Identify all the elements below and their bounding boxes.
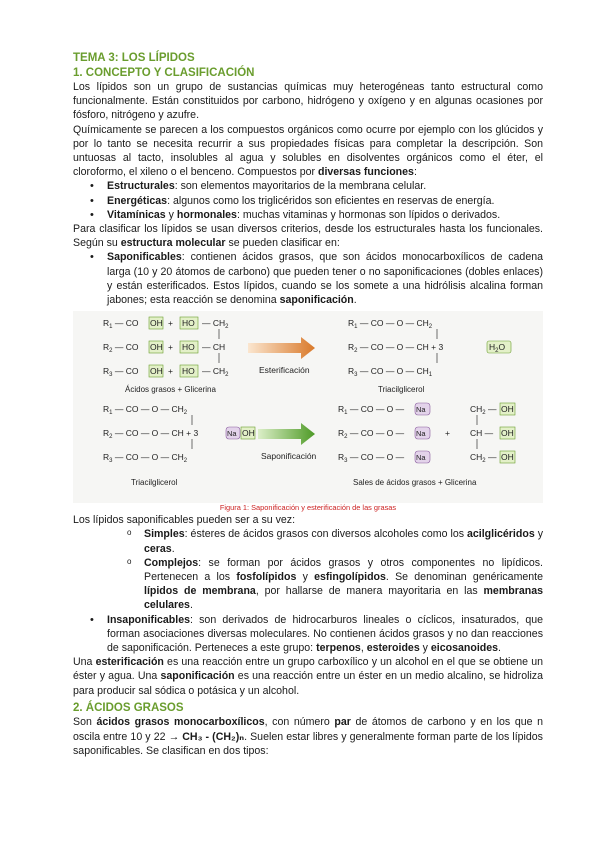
page-title: TEMA 3: LOS LÍPIDOS: [73, 52, 195, 64]
ester-text-2: es una reacción entre un grupo carboxílico y un alcohol en el que se obtiene un éster y agua. Una: [73, 656, 543, 683]
svg-text:R1 — CO — O — CH2: $R_1$ — CO — O — $CH_2$: [103, 404, 188, 417]
reaction-diagram: [73, 311, 543, 503]
complejos-bold-4: membranas celulares: [144, 585, 543, 612]
svg-text:— CH2: — $CH_2$: [202, 318, 229, 331]
ester-bold-2: saponificación: [160, 670, 235, 683]
function-mid: y: [165, 208, 177, 221]
section-heading-1: 1. CONCEPTO Y CLASIFICACIÓN: [73, 66, 255, 79]
intro-p2-end: :: [413, 166, 417, 179]
svg-text:OH: OH: [501, 404, 514, 415]
intro-paragraph-1: Los lípidos son un grupo de sustancias químicas muy heterogéneas tanto estructural como funcionalmente. Están constituidos por carbono, hidrógeno y oxígeno y en algunas ocasiones por fósforo, nitrógeno y azufre.: [73, 81, 543, 122]
classify-paragraph: [73, 222, 543, 250]
saponificables-term: Saponificables: [107, 251, 182, 264]
complejos-bold-2: esfingolípidos: [314, 571, 386, 584]
list-item: [127, 556, 543, 613]
svg-text:R3 — CO — O —: $R_3$ — CO — O —: [338, 452, 405, 465]
simples-mid: y: [534, 528, 543, 541]
label-esterificacion: Esterificación: [259, 365, 310, 376]
complejos-end: .: [189, 599, 193, 612]
svg-text:+: +: [445, 428, 450, 439]
svg-text:Na: Na: [416, 405, 426, 415]
insaponificables-mid-2: y: [419, 642, 431, 655]
svg-text:— CH: — CH: [202, 342, 226, 353]
insaponificables-end: .: [498, 642, 501, 655]
insaponificables-bold-1: terpenos: [316, 642, 361, 655]
ester-bold-1: esterificación: [95, 656, 164, 669]
insaponificables-bold-3: eicosanoides: [430, 642, 499, 655]
acidos-text-2: , con número: [264, 716, 335, 729]
section-heading-2: 2. ÁCIDOS GRASOS: [73, 701, 184, 714]
classification-list: [88, 250, 543, 307]
label-triacilglicerol-top: Triacilglicerol: [378, 385, 425, 395]
list-item: [88, 194, 543, 208]
complejos-mid-1: y: [296, 571, 315, 584]
esterificacion-paragraph: [73, 655, 543, 698]
svg-text:HO: HO: [182, 342, 195, 353]
function-text: : muchas vitaminas y hormonas son lípidos o derivados.: [236, 208, 501, 221]
functions-list: [88, 179, 543, 222]
acidos-paragraph: [73, 715, 543, 758]
svg-text:OH: OH: [501, 428, 514, 439]
svg-text:OH: OH: [242, 428, 255, 439]
svg-text:R3 — CO: $R_3$ — CO: [103, 366, 139, 379]
complejos-mid-3: , por hallarse de manera mayoritaria en las: [255, 585, 484, 598]
label-sales: Sales de ácidos grasos + Glicerina: [353, 478, 477, 488]
simples-end: .: [171, 542, 175, 555]
saponificables-end: .: [353, 294, 357, 307]
svg-text:Na: Na: [416, 429, 426, 439]
insaponificables-term: Insaponificables: [107, 613, 191, 626]
svg-text:R1 — CO — O — CH2: $R_1$ — CO — O — $CH_2$: [348, 318, 433, 331]
simples-bold-2: ceras: [144, 542, 172, 555]
simples-bold-1: acilglicéridos: [467, 528, 535, 541]
list-item: [88, 250, 543, 307]
list-item: [127, 527, 543, 555]
list-item: [88, 613, 543, 656]
intro-p2-bold: diversas funciones: [317, 166, 414, 179]
insaponificables-bold-2: esteroides: [366, 642, 420, 655]
function-term: Vitamínicas: [107, 208, 166, 221]
svg-text:H2O: $H_2O$: [489, 342, 506, 355]
acidos-bold-2: par: [334, 716, 351, 729]
svg-text:HO: HO: [182, 318, 195, 329]
insaponificables-text: : son derivados de hidrocarburos lineales o cíclicos, insaturados, que forman asociaciones diversas moleculares. No contienen ácidos grasos y no dan reacciones de saponificación. Perteneces a este grupo:: [107, 613, 543, 655]
svg-text:R2 — CO — O —: $R_2$ — CO — O —: [338, 428, 405, 441]
reaction-figure: [73, 311, 543, 503]
intro-paragraph-2: [73, 123, 543, 180]
svg-text:HO: HO: [182, 366, 195, 377]
function-term: Energéticas: [107, 194, 168, 207]
svg-text:OH: OH: [150, 342, 163, 353]
function-text: : son elementos mayoritarios de la membrana celular.: [174, 180, 427, 193]
complejos-term: Complejos: [144, 556, 199, 569]
svg-text:R3 — CO — O — CH2: $R_3$ — CO — O — $CH_2$: [103, 452, 188, 465]
complejos-bold-3: lípidos de membrana: [144, 585, 256, 598]
svg-text:CH2 —: $CH_2$ —: [470, 404, 497, 417]
function-term-2: hormonales: [176, 208, 237, 221]
function-term: Estructurales: [107, 180, 175, 193]
classify-text: Para clasificar los lípidos se usan diversos criterios, desde los estructurales hasta los funcionales. Según su: [73, 223, 543, 250]
saponificables-text: : contienen ácidos grasos, que son ácidos monocarboxílicos de cadena larga (10 y 20 átomos de carbono) que pueden tener o no saponificaciones (dobles enlaces) y están esterificados. Estos lípidos, cuando se los somete a una hidrólisis alcalina forman jabones; esta reacción se denomina: [107, 251, 543, 307]
ester-text-1: Una: [73, 656, 96, 669]
complejos-bold-1: fosfolípidos: [236, 571, 297, 584]
figure-caption: Figura 1: Saponificación y esterificación de las grasas: [219, 503, 397, 513]
svg-text:— CH2: — $CH_2$: [202, 366, 229, 379]
saponificables-types-intro: Los lípidos saponificables pueden ser a su vez:: [73, 514, 296, 527]
function-text: : algunos como los triglicéridos son eficientes en reservas de energía.: [167, 194, 495, 207]
acidos-text-4: . Suelen estar libres y generalmente forman parte de los lípidos saponificables. Se clasifican en dos tipos:: [73, 730, 543, 757]
classify-end: se pueden clasificar en:: [225, 237, 340, 250]
svg-text:Na: Na: [416, 453, 426, 463]
classify-bold: estructura molecular: [120, 237, 226, 250]
acidos-text-1: Son: [73, 716, 97, 729]
acidos-bold-1: ácidos grasos monocarboxílicos: [96, 716, 265, 729]
label-acidos-glicerina: Ácidos grasos + Glicerina: [125, 385, 216, 395]
insaponificables-list: [88, 613, 543, 656]
svg-text:+: +: [168, 342, 173, 353]
text-column: [73, 51, 543, 758]
simples-term: Simples: [144, 528, 185, 541]
svg-text:Na: Na: [227, 429, 237, 439]
svg-text:OH: OH: [501, 452, 514, 463]
list-item: [88, 208, 543, 222]
svg-text:R2 — CO: $R_2$ — CO: [103, 342, 139, 355]
intro-p2-text: Químicamente se parecen a los compuestos orgánicos como ocurre por ejemplo con los glúcidos y por lo tanto se necesita recurrir a sus propiedades físicas para completar la descripción. Son untuosas al tacto, insolubles al agua y solubles en disolventes orgánicos como el éter, el cloroformo, el xileno o el benceno. Compuestos por: [73, 123, 543, 179]
acidos-text-3: de átomos de carbono y en los que n oscila entre 10 y 22 →: [73, 716, 543, 743]
svg-text:+: +: [168, 318, 173, 329]
svg-text:+: +: [168, 366, 173, 377]
svg-text:CH —: CH —: [470, 428, 494, 439]
label-triacilglicerol-bottom: Triacilglicerol: [131, 478, 178, 488]
svg-text:R3 — CO — O — CH1: $R_3$ — CO — O — $CH_1$: [348, 366, 433, 379]
svg-text:R2 — CO — O — CH + 3: $R_2$ — CO — O — CH + 3: [103, 428, 199, 441]
insaponificables-mid-1: ,: [360, 642, 367, 655]
saponificables-types-list: [127, 527, 543, 612]
svg-text:OH: OH: [150, 366, 163, 377]
saponificables-bold: saponificación: [279, 294, 354, 307]
label-saponificacion: Saponificación: [261, 451, 317, 462]
acidos-formula: CH₃ - (CH₂)ₙ: [182, 730, 245, 743]
svg-text:OH: OH: [150, 318, 163, 329]
complejos-text: : se forman por ácidos grasos y otros componentes no lipídicos. Pertenecen a los: [144, 556, 543, 584]
svg-text:R1 — CO — O —: $R_1$ — CO — O —: [338, 404, 405, 417]
svg-text:R2 — CO — O — CH + 3: $R_2$ — CO — O — CH + 3: [348, 342, 444, 355]
simples-text: : ésteres de ácidos grasos con diversos alcoholes como los: [184, 528, 467, 541]
list-item: [88, 179, 543, 193]
svg-text:R1 — CO: $R_1$ — CO: [103, 318, 139, 331]
svg-text:CH2 —: $CH_2$ —: [470, 452, 497, 465]
complejos-mid-2: . Se denominan genéricamente: [385, 571, 544, 584]
ester-text-3: es una reacción entre un éster en un medio alcalino, se hidroliza para producir sal sódica o potásica y un alcohol.: [73, 670, 543, 697]
